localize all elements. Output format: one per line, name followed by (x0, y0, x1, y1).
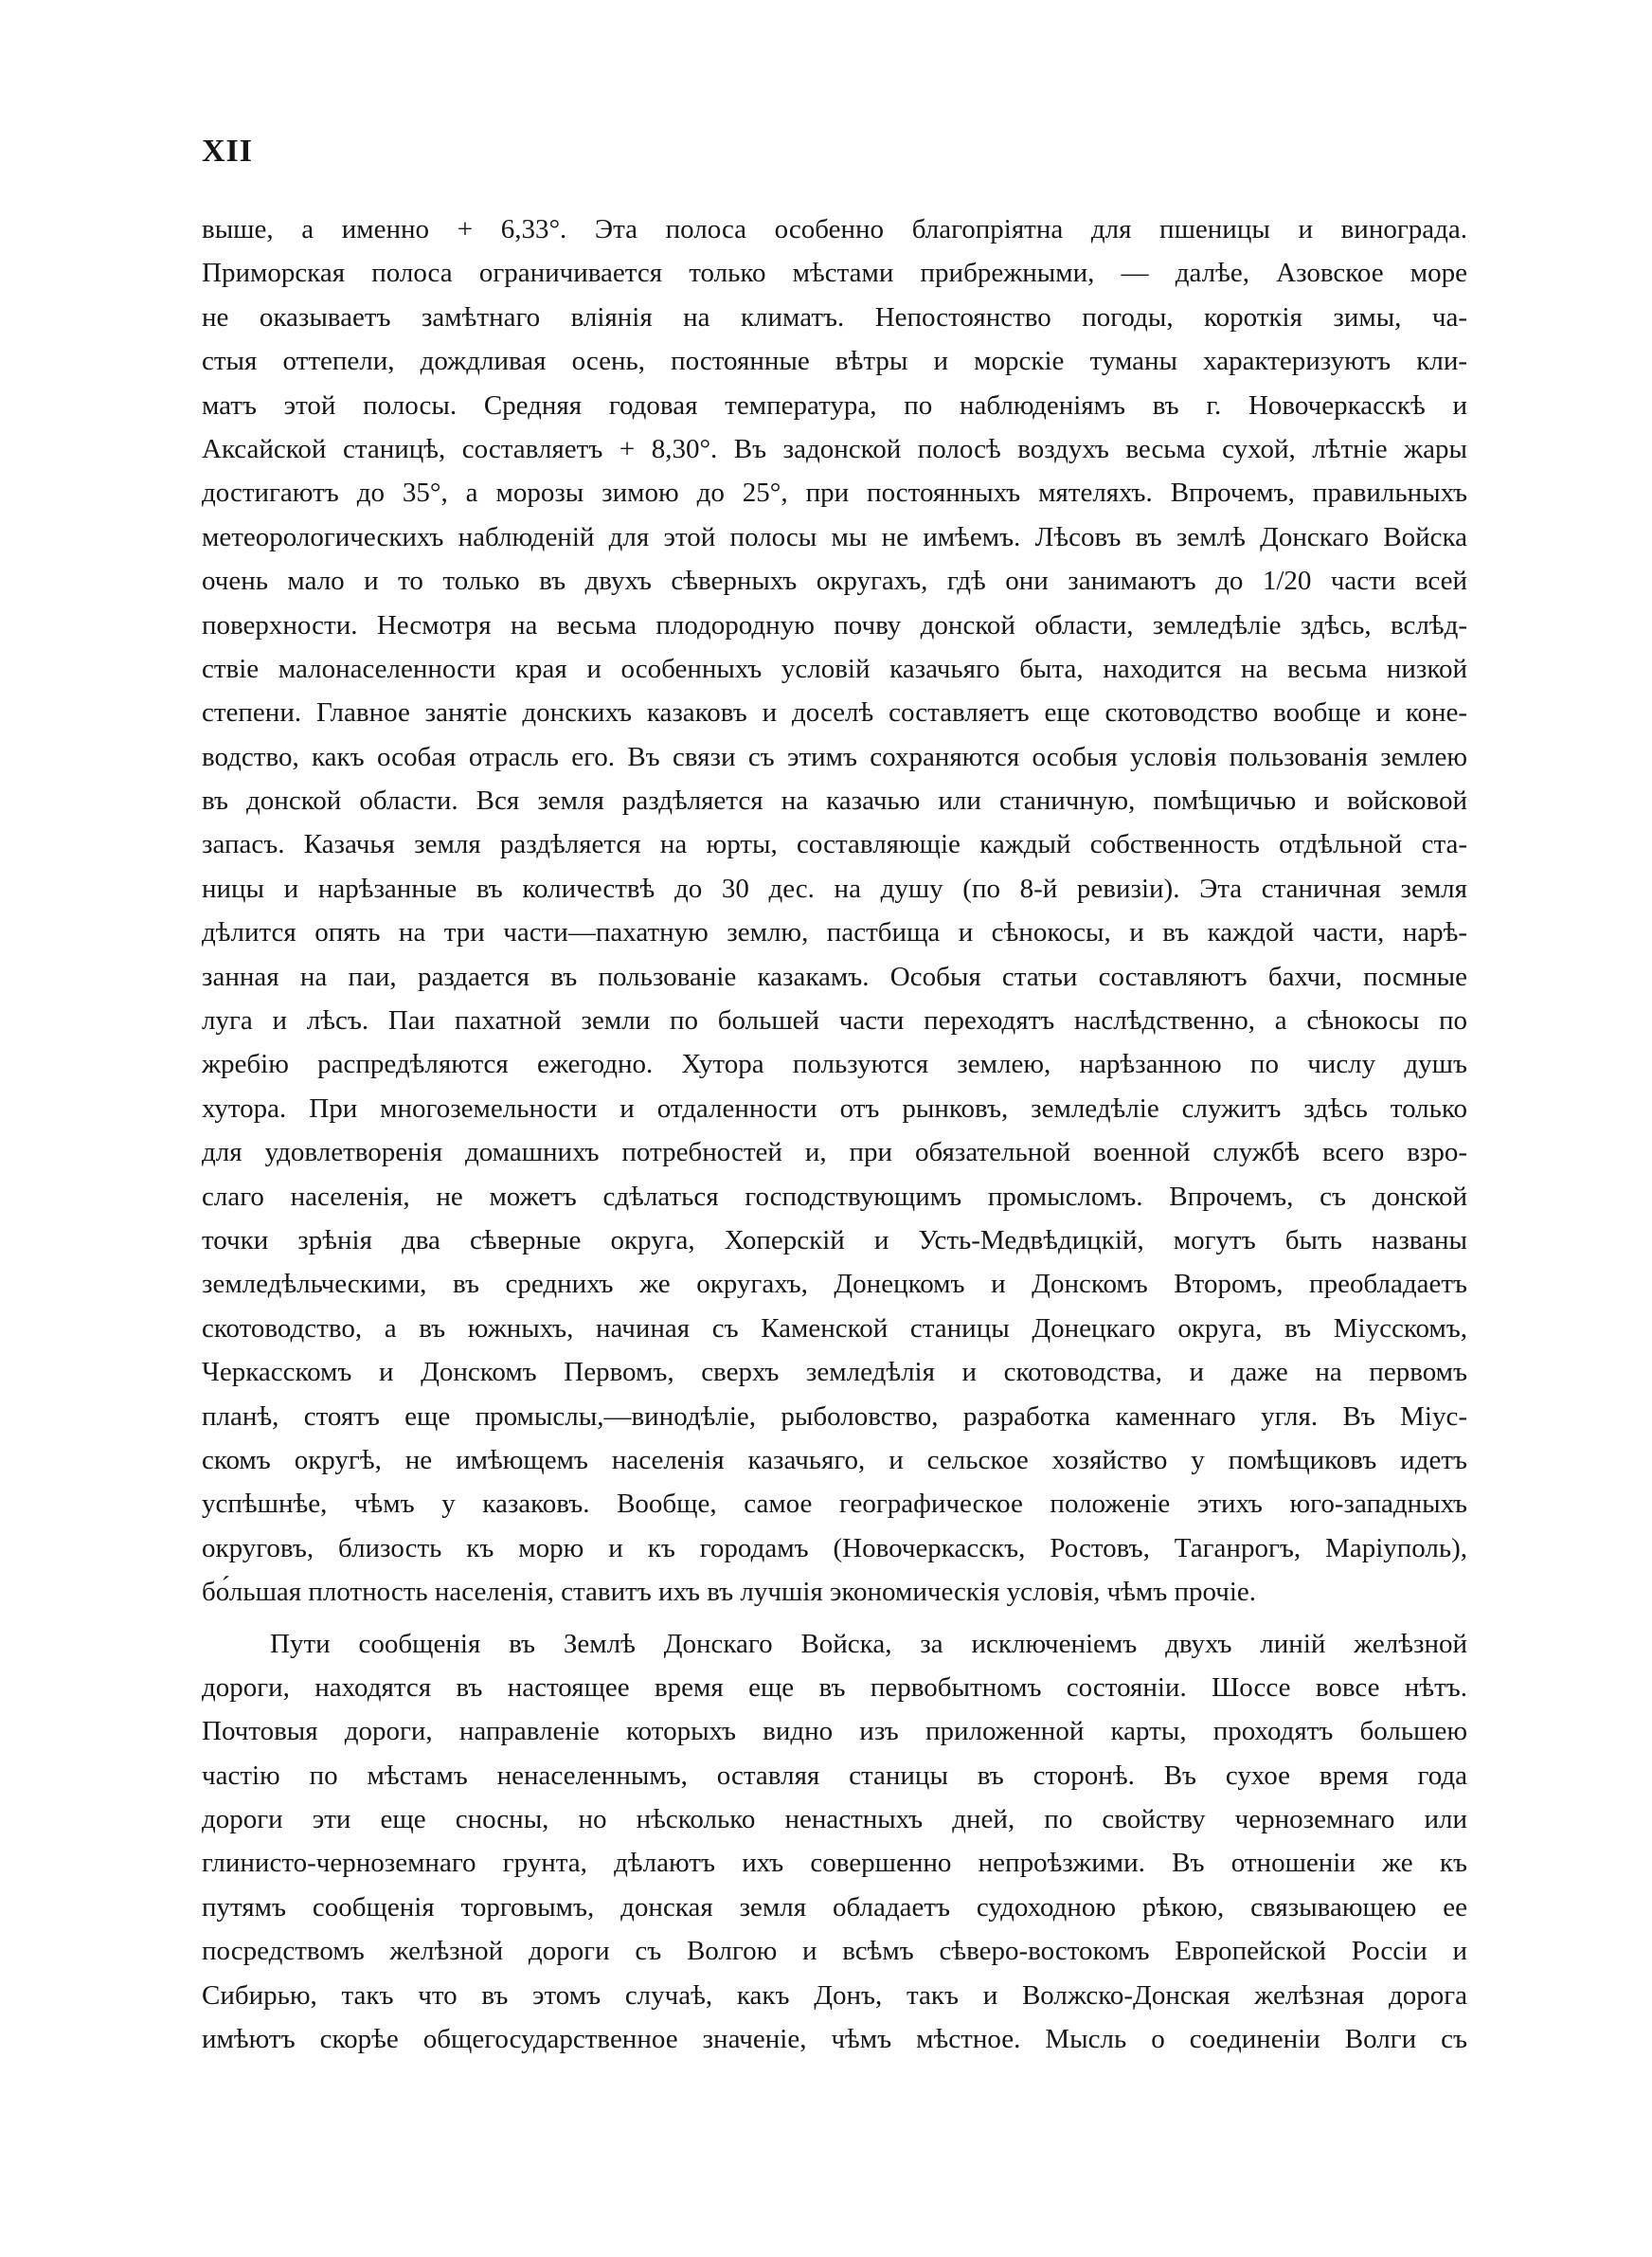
text-line: Приморская полоса ограничивается только мѣстами прибрежными, — далѣе, Азовское море (202, 258, 1467, 289)
text-line: очень мало и то только въ двухъ сѣверныхъ округахъ, гдѣ они занимаютъ до 1/20 части всей (202, 566, 1467, 597)
text-line: метеорологическихъ наблюденій для этой полосы мы не имѣемъ. Лѣсовъ въ землѣ Донскаго Войска (202, 521, 1467, 552)
text-line: глинисто-черноземнаго грунта, дѣлаютъ ихъ совершенно непроѣзжими. Въ отношеніи же къ (202, 1848, 1467, 1879)
text-line: для удовлетворенія домашнихъ потребностей и, при обязательной военной службѣ всего взро- (202, 1137, 1467, 1168)
text-line: скомъ округѣ, не имѣющемъ населенія казачьяго, и сельское хозяйство у помѣщиковъ идетъ (202, 1444, 1467, 1475)
text-line: скотоводство, а въ южныхъ, начиная съ Каменской станицы Донецкаго округа, въ Міусскомъ, (202, 1312, 1467, 1344)
body-text (202, 208, 1467, 2061)
text-line: ницы и нарѣзанные въ количествѣ до 30 дес. на душу (по 8-й ревизіи). Эта станичная земля (202, 873, 1467, 904)
text-line: посредствомъ желѣзной дороги съ Волгою и всѣмъ сѣверо-востокомъ Европейской Россіи и (202, 1936, 1467, 1967)
text-line: хутора. При многоземельности и отдаленности отъ рынковъ, земледѣліе служитъ здѣсь только (202, 1092, 1467, 1124)
text-line: запасъ. Казачья земля раздѣляется на юрты, составляющіе каждый собственность отдѣльной ста- (202, 829, 1467, 860)
text-line: планѣ, стоятъ еще промыслы,—винодѣліе, рыболовство, разработка каменнаго угля. Въ Міус- (202, 1400, 1467, 1432)
text-line: дороги эти еще сносны, но нѣсколько ненастныхъ дней, по свойству черноземнаго или (202, 1804, 1467, 1835)
text-line: Пути сообщенія въ Землѣ Донскаго Войска, за исключеніемъ двухъ линій желѣзной (270, 1628, 1467, 1659)
text-line: не оказываетъ замѣтнаго вліянія на климатъ. Непостоянство погоды, короткія зимы, ча- (202, 301, 1467, 333)
text-line: округовъ, близость къ морю и къ городамъ (Новочеркасскъ, Ростовъ, Таганрогъ, Маріуполь), (202, 1532, 1467, 1563)
text-line: Сибирью, такъ что въ этомъ случаѣ, какъ Донъ, такъ и Волжско-Донская желѣзная дорога (202, 1979, 1467, 2011)
text-line: дороги, находятся въ настоящее время еще въ первобытномъ состояніи. Шоссе вовсе нѣтъ. (202, 1671, 1467, 1703)
text-line: выше, а именно + 6,33°. Эта полоса особенно благопріятна для пшеницы и винограда. (202, 214, 1467, 244)
text-line: водство, какъ особая отрасль его. Въ связи съ этимъ сохраняются особыя условія пользованія землею (202, 741, 1467, 772)
text-line: Черкасскомъ и Донскомъ Первомъ, сверхъ земледѣлія и скотоводства, и даже на первомъ (202, 1357, 1467, 1388)
text-line: матъ этой полосы. Средняя годовая температура, по наблюденіямъ въ г. Новочеркасскѣ и (202, 389, 1467, 421)
paragraph-2 (202, 1622, 1467, 2062)
text-line: луга и лѣсъ. Паи пахатной земли по большей части переходятъ наслѣдственно, а сѣнокосы по (202, 1005, 1467, 1037)
text-line: степени. Главное занятіе донскихъ казаковъ и доселѣ составляетъ еще скотоводство вообще и коне- (202, 697, 1467, 729)
paragraph-1 (202, 208, 1467, 1615)
text-line: имѣютъ скорѣе общегосударственное значеніе, чѣмъ мѣстное. Мысль о соединеніи Волги съ (202, 2024, 1467, 2055)
paragraph-gap (202, 1615, 1467, 1622)
text-line: жребію распредѣляются ежегодно. Хутора пользуются землею, нарѣзанною по числу душъ (202, 1049, 1467, 1080)
text-line: поверхности. Несмотря на весьма плодородную почву донской области, земледѣліе здѣсь, вслѣд- (202, 609, 1467, 641)
text-line: путямъ сообщенія торговымъ, донская земля обладаетъ судоходною рѣкою, связывающею ее (202, 1891, 1467, 1923)
page-number: XII (202, 134, 254, 169)
text-line: Аксайской станицѣ, составляетъ + 8,30°. Въ задонской полосѣ воздухъ весьма сухой, лѣтніе жары (202, 433, 1467, 464)
text-line: Почтовыя дороги, направленіе которыхъ видно изъ приложенной карты, проходятъ большею (202, 1716, 1467, 1747)
text-line: достигаютъ до 35°, а морозы зимою до 25°, при постоянныхъ мятеляхъ. Впрочемъ, правильныхъ (202, 478, 1467, 509)
text-line: успѣшнѣе, чѣмъ у казаковъ. Вообще, самое географическое положеніе этихъ юго-западныхъ (202, 1489, 1467, 1520)
text-line: частію по мѣстамъ ненаселеннымъ, оставляя станицы въ сторонѣ. Въ сухое время года (202, 1760, 1467, 1791)
text-line: ствіе малонаселенности края и особенныхъ условій казачьяго быта, находится на весьма низкой (202, 653, 1467, 684)
text-line: дѣлится опять на три части—пахатную землю, пастбища и сѣнокосы, и въ каждой части, нарѣ- (202, 917, 1467, 948)
text-line: точки зрѣнія два сѣверные округа, Хоперскій и Усть-Медвѣдицкій, могутъ быть названы (202, 1224, 1467, 1255)
text-line: занная на паи, раздается въ пользованіе казакамъ. Особыя статьи составляютъ бахчи, посмные (202, 961, 1467, 992)
text-line: бо́льшая плотность населенія, ставитъ ихъ въ лучшія экономическія условія, чѣмъ прочіе. (202, 1577, 1257, 1608)
text-line: земледѣльческими, въ среднихъ же округахъ, Донецкомъ и Донскомъ Второмъ, преобладаетъ (202, 1269, 1467, 1300)
text-line: стыя оттепели, дождливая осень, постоянные вѣтры и морскіе туманы характеризуютъ кли- (202, 346, 1467, 377)
text-line: слаго населенія, не можетъ сдѣлаться господствующимъ промысломъ. Впрочемъ, съ донской (202, 1181, 1467, 1212)
text-line: въ донской области. Вся земля раздѣляется на казачью или станичную, помѣщичью и войсковой (202, 785, 1467, 817)
